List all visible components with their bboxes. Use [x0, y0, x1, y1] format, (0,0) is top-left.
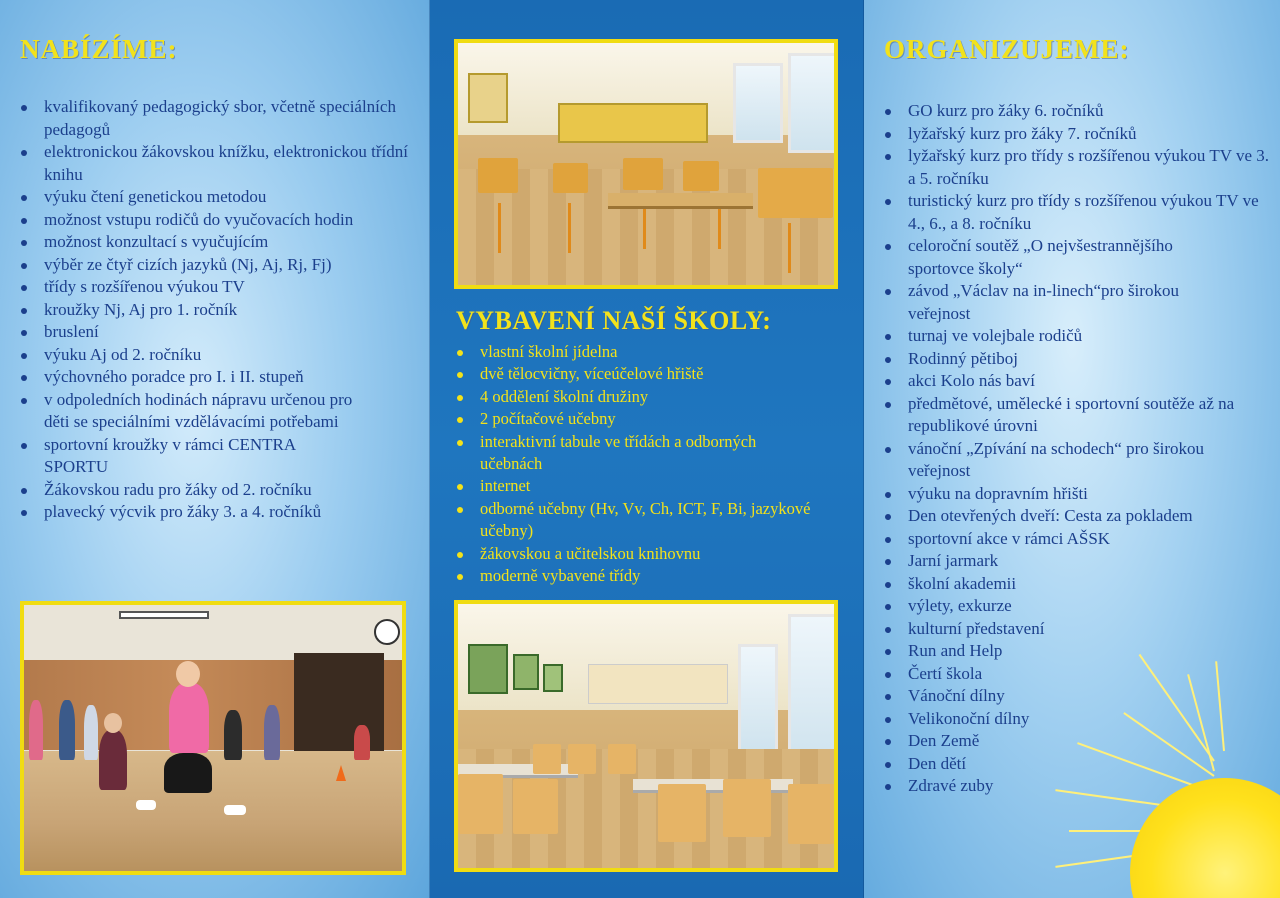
list-item: třídy s rozšířenou výukou TV — [18, 276, 418, 299]
list-item: výlety, exkurze — [882, 595, 1272, 618]
list-item: možnost konzultací s vyučujícím — [18, 231, 418, 254]
list-item: výchovného poradce pro I. i II. stupeň — [18, 366, 418, 389]
list-item: plavecký výcvik pro žáky 3. a 4. ročníků — [18, 501, 418, 524]
list-item: Den otevřených dveří: Cesta za pokladem — [882, 505, 1272, 528]
list-item: celoroční soutěž „O nejvšestrannějšího sportovce školy“ — [882, 235, 1242, 280]
list-item: 4 oddělení školní družiny — [454, 386, 834, 408]
panel-equipment — [430, 0, 864, 898]
list-item: sportovní kroužky v rámci CENTRA SPORTU — [18, 434, 353, 479]
list-item: lyžařský kurz pro žáky 7. ročníků — [882, 123, 1272, 146]
list-item: výuku čtení genetickou metodou — [18, 186, 418, 209]
list-item: předmětové, umělecké i sportovní soutěže až na republikové úrovni — [882, 393, 1262, 438]
list-item: Den dětí — [882, 753, 1272, 776]
list-item: Zdravé zuby — [882, 775, 1272, 798]
panel-organize — [864, 0, 1280, 898]
list-item: 2 počítačové učebny — [454, 408, 834, 430]
offer-list — [18, 96, 418, 524]
list-item: možnost vstupu rodičů do vyučovacích hodin — [18, 209, 418, 232]
list-item: Žákovskou radu pro žáky od 2. ročníku — [18, 479, 418, 502]
list-item: výuku Aj od 2. ročníku — [18, 344, 418, 367]
list-item: Den Země — [882, 730, 1272, 753]
list-item: interaktivní tabule ve třídách a odborných učebnách — [454, 431, 804, 476]
classroom-photo-bottom — [454, 600, 838, 872]
list-item: kulturní představení — [882, 618, 1272, 641]
list-item: školní akademii — [882, 573, 1272, 596]
list-item: kroužky Nj, Aj pro 1. ročník — [18, 299, 418, 322]
list-item: výběr ze čtyř cizích jazyků (Nj, Aj, Rj, Fj) — [18, 254, 418, 277]
classroom-photo-top — [454, 39, 838, 289]
list-item: Velikonoční dílny — [882, 708, 1272, 731]
list-item: akci Kolo nás baví — [882, 370, 1272, 393]
list-item: výuku na dopravním hřišti — [882, 483, 1272, 506]
equipment-list — [454, 341, 834, 587]
list-item: kvalifikovaný pedagogický sbor, včetně speciálních pedagogů — [18, 96, 418, 141]
gym-photo — [20, 601, 406, 875]
list-item: lyžařský kurz pro třídy s rozšířenou výukou TV ve 3. a 5. ročníku — [882, 145, 1272, 190]
list-item: sportovní akce v rámci AŠSK — [882, 528, 1272, 551]
list-item: GO kurz pro žáky 6. ročníků — [882, 100, 1272, 123]
list-item: dvě tělocvičny, víceúčelové hřiště — [454, 363, 834, 385]
list-item: Čertí škola — [882, 663, 1272, 686]
offer-heading: NABÍZÍME: — [20, 34, 178, 64]
panel-offer — [0, 0, 430, 898]
list-item: turnaj ve volejbale rodičů — [882, 325, 1272, 348]
list-item: Run and Help — [882, 640, 1272, 663]
list-item: elektronickou žákovskou knížku, elektronickou třídní knihu — [18, 141, 418, 186]
equipment-heading: VYBAVENÍ NAŠÍ ŠKOLY: — [456, 306, 772, 335]
list-item: odborné učebny (Hv, Vv, Ch, ICT, F, Bi, jazykové učebny) — [454, 498, 814, 543]
list-item: závod „Václav na in-linech“pro širokou veřejnost — [882, 280, 1242, 325]
list-item: bruslení — [18, 321, 418, 344]
list-item: vánoční „Zpívání na schodech“ pro širokou veřejnost — [882, 438, 1262, 483]
list-item: žákovskou a učitelskou knihovnu — [454, 543, 834, 565]
list-item: v odpoledních hodinách nápravu určenou pro děti se speciálními vzdělávacími potřebami — [18, 389, 353, 434]
organize-list — [882, 100, 1272, 798]
list-item: Rodinný pětiboj — [882, 348, 1272, 371]
list-item: Vánoční dílny — [882, 685, 1272, 708]
list-item: Jarní jarmark — [882, 550, 1272, 573]
list-item: internet — [454, 475, 834, 497]
organize-heading: ORGANIZUJEME: — [884, 34, 1130, 64]
list-item: turistický kurz pro třídy s rozšířenou výukou TV ve 4., 6., a 8. ročníku — [882, 190, 1272, 235]
list-item: moderně vybavené třídy — [454, 565, 834, 587]
list-item: vlastní školní jídelna — [454, 341, 834, 363]
